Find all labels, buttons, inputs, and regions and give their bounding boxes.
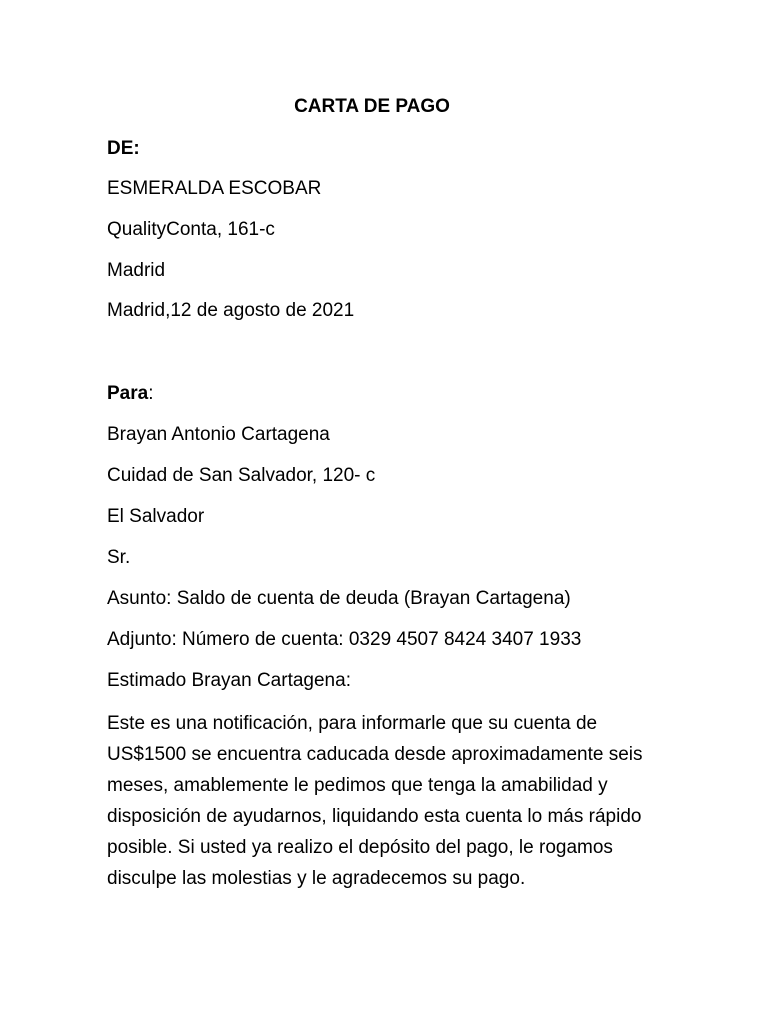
- recipient-name: Brayan Antonio Cartagena: [107, 424, 330, 445]
- recipient-title: Sr.: [107, 547, 131, 568]
- greeting: Estimado Brayan Cartagena:: [107, 670, 351, 691]
- sender-company: QualityConta, 161-c: [107, 219, 275, 240]
- sender-city: Madrid: [107, 260, 166, 281]
- to-colon: :: [148, 383, 154, 404]
- sender-name: ESMERALDA ESCOBAR: [107, 178, 322, 199]
- letter-body: Este es una notificación, para informarle que su cuenta de US$1500 se encuentra caducada desde aproximadamente seis meses, amablemente le pedimos que tenga la amabilidad y disposición de ayudarnos, liquidando esta cuenta lo más rápido posible. Si usted ya realizo el depósito del pago, le rogamos disculpe las molestias y le agradecemos su pago.: [107, 713, 643, 889]
- from-label: DE:: [107, 138, 140, 159]
- attachment-line: Adjunto: Número de cuenta: 0329 4507 8424 3407 1933: [107, 629, 582, 650]
- to-label: Para: [107, 383, 149, 404]
- letter-title: CARTA DE PAGO: [294, 96, 450, 117]
- to-line: [107, 382, 153, 406]
- recipient-country: El Salvador: [107, 506, 205, 527]
- subject-line: Asunto: Saldo de cuenta de deuda (Brayan Cartagena): [107, 588, 571, 609]
- place-date: Madrid,12 de agosto de 2021: [107, 300, 355, 321]
- recipient-address: Cuidad de San Salvador, 120- c: [107, 465, 376, 486]
